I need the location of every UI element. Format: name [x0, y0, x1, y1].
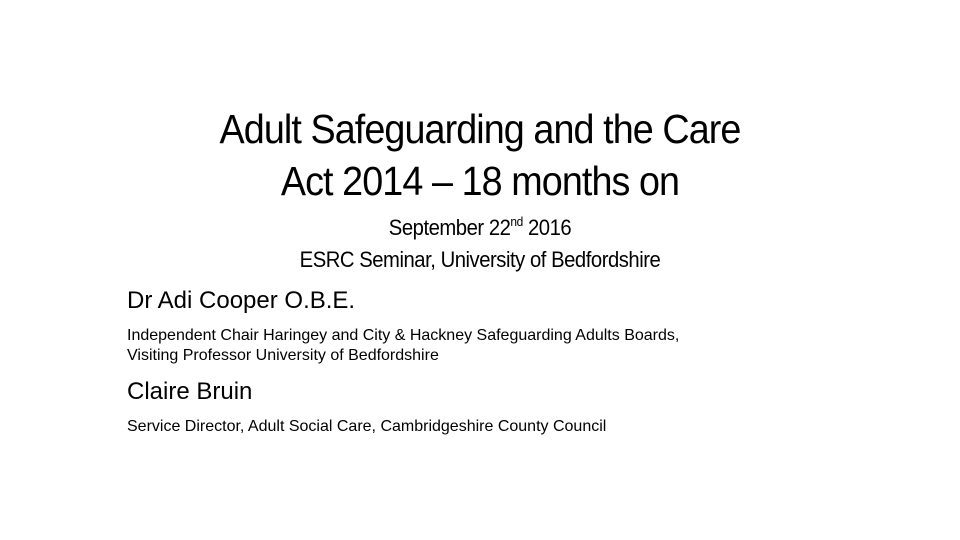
event-date-prefix: September 22 — [388, 215, 511, 240]
event-date-ordinal: nd — [510, 214, 523, 229]
event-date-year: 2016 — [522, 215, 572, 240]
event-date — [38, 212, 921, 244]
presenter-role-line: Independent Chair Haringey and City & Hackney Safeguarding Adults Boards, — [127, 327, 680, 344]
event-name: ESRC Seminar, University of Bedfordshire — [299, 247, 661, 272]
title-line-2: Act 2014 – 18 months on — [280, 158, 680, 204]
slide-title — [0, 103, 960, 207]
presenter-role-line: Service Director, Adult Social Care, Cambridgeshire County Council — [127, 418, 607, 435]
presenter-role-line: Visiting Professor University of Bedfordshire — [127, 347, 439, 364]
presenter-name: Dr Adi Cooper O.B.E. — [127, 287, 356, 314]
title-line-1: Adult Safeguarding and the Care — [219, 106, 741, 152]
presenter-name: Claire Bruin — [127, 378, 253, 405]
presenter-list — [127, 284, 927, 437]
slide-subtitle — [0, 212, 960, 276]
